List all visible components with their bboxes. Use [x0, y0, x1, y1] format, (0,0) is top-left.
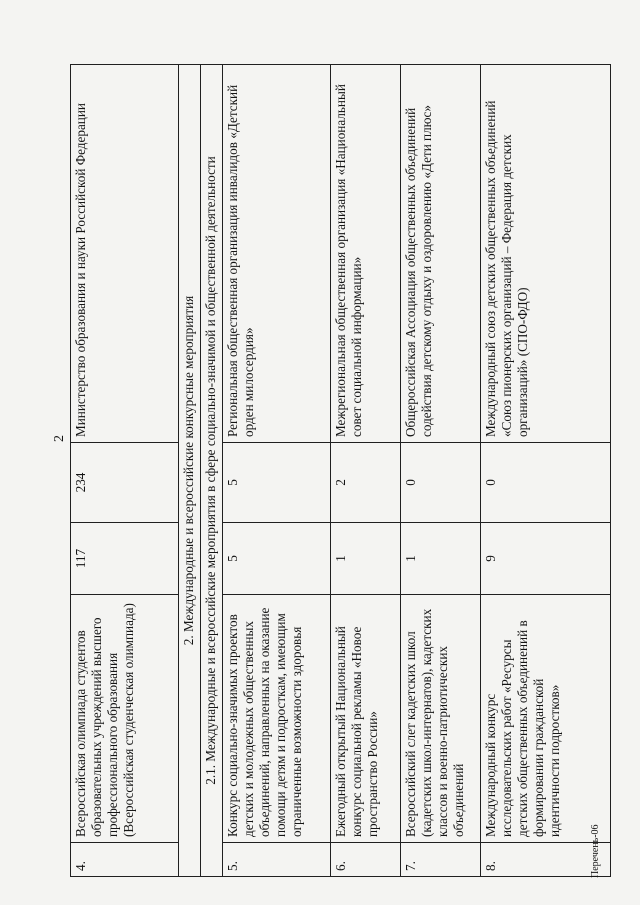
- organizer: Межрегиональная общественная организация «Национальный совет социальной информации»: [331, 65, 401, 443]
- row-number: 4.: [71, 843, 179, 877]
- count-2: 0: [481, 443, 611, 523]
- event-name: Международный конкурс исследовательских работ «Ресурсы детских общественных объединений в формировании гражданской идентичности подростков»: [481, 595, 611, 843]
- row-number: 8.: [481, 843, 611, 877]
- table-row: [401, 65, 481, 877]
- event-name: Ежегодный открытый Национальный конкурс социальной рекламы «Новое пространство России»: [331, 595, 401, 843]
- section-title: 2. Международные и всероссийские конкурсные мероприятия: [179, 65, 201, 877]
- organizer: Международный союз детских общественных объединений «Союз пионерских организаций – Федерация детских организаций» (СПО-ФДО): [481, 65, 611, 443]
- event-name: Конкурс социально-значимых проектов детских и молодежных общественных объединений, направленных на оказание помощи детям и подросткам, имеющим ограниченные возможности здоровья: [223, 595, 331, 843]
- rotated-table-container: [70, 65, 610, 877]
- page-number: 2: [52, 435, 67, 442]
- count-2: 2: [331, 443, 401, 523]
- count-2: 5: [223, 443, 331, 523]
- section-header-row: [179, 65, 201, 877]
- count-1: 1: [331, 523, 401, 595]
- subsection-header-row: [201, 65, 223, 877]
- count-1: 5: [223, 523, 331, 595]
- count-2: 0: [401, 443, 481, 523]
- table-row: [331, 65, 401, 877]
- events-table: [70, 64, 611, 877]
- row-number: 5.: [223, 843, 331, 877]
- count-1: 9: [481, 523, 611, 595]
- organizer: Общероссийская Ассоциация общественных объединений содействия детскому отдыху и оздоровлению «Дети плюс»: [401, 65, 481, 443]
- count-1: 1: [401, 523, 481, 595]
- row-number: 6.: [331, 843, 401, 877]
- event-name: Всероссийский слет кадетских школ (кадетских школ-интернатов), кадетских классов и военно-патриотических объединений: [401, 595, 481, 843]
- organizer: Министерство образования и науки Российской Федерации: [71, 65, 179, 443]
- table-row: [71, 65, 179, 877]
- table-row: [223, 65, 331, 877]
- count-2: 234: [71, 443, 179, 523]
- table-row: [481, 65, 611, 877]
- count-1: 117: [71, 523, 179, 595]
- subsection-title: 2.1. Международные и всероссийские мероприятия в сфере социально-значимой и общественной деятельности: [201, 65, 223, 877]
- event-name: Всероссийская олимпиада студентов образовательных учреждений высшего профессионального образования (Всероссийская студенческая олимпиада): [71, 595, 179, 843]
- organizer: Региональная общественная организация инвалидов «Детский орден милосердия»: [223, 65, 331, 443]
- document-footer-code: Перечень-06: [590, 824, 601, 878]
- row-number: 7.: [401, 843, 481, 877]
